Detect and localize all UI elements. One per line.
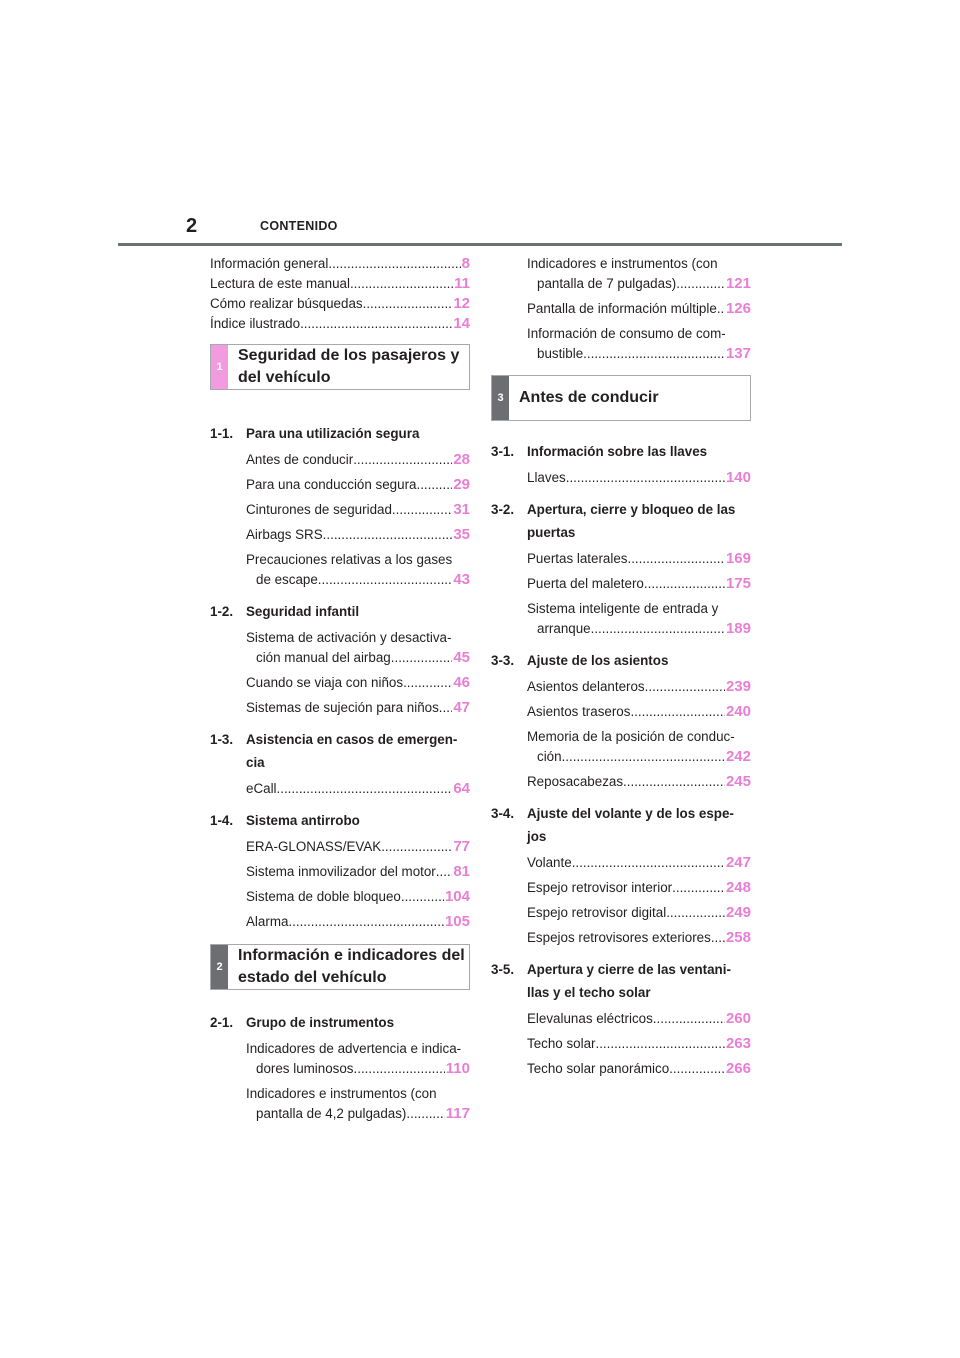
dot-leader xyxy=(672,878,725,898)
page-link[interactable]: 110 xyxy=(445,1060,470,1077)
section-title-2: Información e indicadores del estado del vehículo xyxy=(238,947,465,986)
entry-label: 1-4. xyxy=(210,813,234,828)
subsection-heading xyxy=(491,958,751,1004)
dot-leader xyxy=(583,344,725,364)
toc-entry[interactable] xyxy=(527,324,751,364)
entry-label: Airbags SRS xyxy=(246,527,323,542)
page-link[interactable]: 247 xyxy=(725,854,751,871)
entry-label: Sistema antirrobo xyxy=(246,813,360,828)
entry-label: Información de consumo de com- xyxy=(527,326,726,341)
section-title-1: Seguridad de los pasajeros y del vehículo xyxy=(238,347,460,386)
entry-label: Reposacabezas xyxy=(527,774,624,789)
page-link[interactable]: 240 xyxy=(725,703,751,720)
toc-entry[interactable] xyxy=(246,862,470,882)
entry-label: Información general xyxy=(210,256,329,271)
entry-label: 2-1. xyxy=(210,1015,234,1030)
toc-entry[interactable] xyxy=(246,1039,470,1079)
entry-label: Indicadores e instrumentos (con xyxy=(246,1086,437,1101)
toc-entry[interactable] xyxy=(527,853,751,873)
toc-entry[interactable] xyxy=(246,500,470,520)
dot-leader xyxy=(676,274,725,294)
entry-label: Para una utilización segura xyxy=(246,426,420,441)
page-link[interactable]: 46 xyxy=(453,674,470,691)
entry-label: 1-1. xyxy=(210,426,234,441)
entry-label: Sistema inmovilizador del motor xyxy=(246,864,436,879)
page-link[interactable]: 81 xyxy=(453,863,470,880)
entry-label: Grupo de instrumentos xyxy=(246,1015,395,1030)
dot-leader xyxy=(623,772,725,792)
entry-label: 3-2. xyxy=(491,502,515,517)
toc-entry[interactable] xyxy=(527,299,751,319)
dot-leader xyxy=(392,500,452,520)
page-link[interactable]: 29 xyxy=(453,476,470,493)
page-link[interactable]: 137 xyxy=(725,345,751,362)
toc-left-column xyxy=(210,254,470,1124)
toc-entry[interactable] xyxy=(527,599,751,639)
dot-leader xyxy=(328,254,460,274)
page-link[interactable]: 121 xyxy=(725,275,751,292)
toc-entry[interactable] xyxy=(210,294,470,314)
page-link[interactable]: 117 xyxy=(445,1105,470,1122)
dot-leader xyxy=(300,314,452,334)
toc-entry[interactable] xyxy=(527,1059,751,1079)
entry-label: eCall xyxy=(246,781,277,796)
entry-label: Cómo realizar búsquedas xyxy=(210,296,363,311)
entry-label: dores luminosos xyxy=(256,1061,354,1076)
entry-label: Información sobre las llaves xyxy=(527,444,708,459)
entry-label: Volante xyxy=(527,855,572,870)
toc-entry[interactable] xyxy=(246,698,470,718)
section-tab-1: 1 xyxy=(211,345,228,389)
toc-entry[interactable] xyxy=(210,314,470,334)
toc-entry[interactable] xyxy=(527,574,751,594)
entry-label: Sistema inteligente de entrada y xyxy=(527,601,719,616)
dot-leader xyxy=(572,853,725,873)
toc-entry[interactable] xyxy=(246,1084,470,1124)
page-link[interactable]: 248 xyxy=(725,879,751,896)
page-link[interactable]: 258 xyxy=(725,929,751,946)
entry-label: Precauciones relativas a los gases xyxy=(246,552,453,567)
page-link[interactable]: 77 xyxy=(453,838,470,855)
page-link[interactable]: 189 xyxy=(725,620,751,637)
entry-label: Asistencia en casos de emergen- cia xyxy=(246,732,458,770)
entry-label: Techo solar xyxy=(527,1036,596,1051)
page-link[interactable]: 140 xyxy=(725,469,751,486)
entry-label: de escape xyxy=(256,572,318,587)
page-link[interactable]: 245 xyxy=(725,773,751,790)
page-link[interactable]: 43 xyxy=(453,571,470,588)
toc-entry[interactable] xyxy=(246,550,470,590)
page-link[interactable]: 14 xyxy=(453,315,470,332)
entry-label: ción xyxy=(537,749,562,764)
entry-label: Sistema de doble bloqueo xyxy=(246,889,401,904)
entry-label: Puerta del maletero xyxy=(527,576,644,591)
page-link[interactable]: 47 xyxy=(453,699,470,716)
entry-label: Alarma xyxy=(246,914,289,929)
entry-label: Para una conducción segura xyxy=(246,477,417,492)
page-link[interactable]: 242 xyxy=(725,748,751,765)
entry-label: Cuando se viaja con niños xyxy=(246,675,404,690)
dot-leader xyxy=(669,1059,725,1079)
entry-label: Puertas laterales xyxy=(527,551,628,566)
page-link[interactable]: 249 xyxy=(725,904,751,921)
dot-leader xyxy=(353,450,452,470)
toc-entry[interactable] xyxy=(246,779,470,799)
entry-label: Sistemas de sujeción para niños xyxy=(246,700,439,715)
page-link[interactable]: 45 xyxy=(453,649,470,666)
toc-right-column xyxy=(491,254,751,1079)
dot-leader xyxy=(627,549,724,569)
page-link[interactable]: 126 xyxy=(725,300,751,317)
page-link[interactable]: 11 xyxy=(454,275,470,292)
section-tab-2: 2 xyxy=(211,945,228,989)
entry-label: arranque xyxy=(537,621,591,636)
dot-leader xyxy=(403,673,452,693)
subsection-heading xyxy=(491,802,751,848)
subsection-heading xyxy=(210,1011,470,1034)
entry-label: Apertura y cierre de las ventani- llas y el techo solar xyxy=(527,962,731,1000)
entry-label: Espejos retrovisores exteriores xyxy=(527,930,711,945)
dot-leader xyxy=(566,468,725,488)
page-link[interactable]: 260 xyxy=(725,1010,751,1027)
toc-entry[interactable] xyxy=(527,549,751,569)
entry-label: 1-3. xyxy=(210,732,234,747)
subsection-heading xyxy=(491,649,751,672)
header-rule xyxy=(118,243,842,246)
toc-entry[interactable] xyxy=(210,274,470,294)
toc-entry[interactable] xyxy=(246,525,470,545)
page-link[interactable]: 239 xyxy=(725,678,751,695)
dot-leader xyxy=(645,677,725,697)
toc-entry[interactable] xyxy=(527,254,751,294)
section-header-1[interactable] xyxy=(210,344,470,390)
dot-leader xyxy=(381,837,452,857)
toc-entry[interactable] xyxy=(246,628,470,668)
dot-leader xyxy=(391,648,453,668)
subsection-heading xyxy=(210,422,470,445)
page-link[interactable]: 266 xyxy=(725,1060,751,1077)
toc-entry[interactable] xyxy=(246,475,470,495)
toc-entry[interactable] xyxy=(210,254,470,274)
entry-label: ERA-GLONASS/EVAK xyxy=(246,839,382,854)
page-number: 2 xyxy=(186,215,198,237)
entry-label: Espejo retrovisor digital xyxy=(527,905,667,920)
subsection-heading xyxy=(491,440,751,463)
entry-label: pantalla de 7 pulgadas) xyxy=(537,276,677,291)
dot-leader xyxy=(439,698,453,718)
toc-entry[interactable] xyxy=(527,1009,751,1029)
entry-label: bustible xyxy=(537,346,584,361)
page-link[interactable]: 263 xyxy=(725,1035,751,1052)
dot-leader xyxy=(653,1009,725,1029)
entry-label: Antes de conducir xyxy=(246,452,354,467)
entry-label: 3-5. xyxy=(491,962,515,977)
dot-leader xyxy=(436,862,453,882)
dot-leader xyxy=(717,299,725,319)
entry-label: pantalla de 4,2 pulgadas) xyxy=(256,1106,407,1121)
page-link[interactable]: 175 xyxy=(725,575,751,592)
dot-leader xyxy=(277,779,453,799)
page-link[interactable]: 28 xyxy=(453,451,470,468)
page-link[interactable]: 35 xyxy=(453,526,470,543)
dot-leader xyxy=(288,912,444,932)
toc-entry[interactable] xyxy=(527,1034,751,1054)
dot-leader xyxy=(363,294,453,314)
subsection-heading xyxy=(210,728,470,774)
dot-leader xyxy=(644,574,725,594)
page-link[interactable]: 64 xyxy=(453,780,470,797)
dot-leader xyxy=(416,475,452,495)
entry-label: Cinturones de seguridad xyxy=(246,502,392,517)
entry-label: Memoria de la posición de conduc- xyxy=(527,729,735,744)
dot-leader xyxy=(591,619,725,639)
section-tab-3: 3 xyxy=(492,376,509,420)
section-title-3: Antes de conducir xyxy=(519,389,659,406)
page-link[interactable]: 104 xyxy=(444,888,470,905)
dot-leader xyxy=(406,1104,444,1124)
dot-leader xyxy=(711,928,725,948)
entry-label: Asientos traseros xyxy=(527,704,631,719)
dot-leader xyxy=(354,1059,445,1079)
entry-label: Techo solar panorámico xyxy=(527,1061,670,1076)
entry-label: Lectura de este manual xyxy=(210,276,350,291)
toc-entry[interactable] xyxy=(527,677,751,697)
entry-label: Indicadores e instrumentos (con xyxy=(527,256,718,271)
toc-entry[interactable] xyxy=(246,912,470,932)
toc-entry[interactable] xyxy=(527,468,751,488)
toc-entry[interactable] xyxy=(527,727,751,767)
toc-entry[interactable] xyxy=(527,903,751,923)
toc-entry[interactable] xyxy=(246,837,470,857)
section-header-3[interactable] xyxy=(491,375,751,421)
entry-label: Seguridad infantil xyxy=(246,604,360,619)
entry-label: Asientos delanteros xyxy=(527,679,645,694)
dot-leader xyxy=(630,702,725,722)
page-link[interactable]: 169 xyxy=(725,550,751,567)
subsection-heading xyxy=(210,600,470,623)
dot-leader xyxy=(318,570,453,590)
toc-entry[interactable] xyxy=(527,928,751,948)
dot-leader xyxy=(666,903,725,923)
toc-entry[interactable] xyxy=(246,450,470,470)
subsection-heading xyxy=(210,809,470,832)
entry-label: 1-2. xyxy=(210,604,234,619)
entry-label: 3-1. xyxy=(491,444,515,459)
page-link[interactable]: 31 xyxy=(453,501,470,518)
page-link[interactable]: 12 xyxy=(453,295,470,312)
running-head: CONTENIDO xyxy=(260,219,338,233)
entry-label: Indicadores de advertencia e indica- xyxy=(246,1041,462,1056)
entry-label: 3-4. xyxy=(491,806,515,821)
toc-entry[interactable] xyxy=(527,772,751,792)
entry-label: 3-3. xyxy=(491,653,515,668)
entry-label: Ajuste de los asientos xyxy=(527,653,669,668)
entry-label: Apertura, cierre y bloqueo de las puertas xyxy=(527,502,736,540)
page-link[interactable]: 8 xyxy=(461,255,470,272)
toc-entry[interactable] xyxy=(527,878,751,898)
dot-leader xyxy=(562,747,725,767)
page-link[interactable]: 105 xyxy=(444,913,470,930)
entry-label: ción manual del airbag xyxy=(256,650,391,665)
entry-label: Pantalla de información múltiple xyxy=(527,301,717,316)
entry-label: Sistema de activación y desactiva- xyxy=(246,630,452,645)
entry-label: Índice ilustrado xyxy=(210,316,301,331)
entry-label: Ajuste del volante y de los espe- jos xyxy=(527,806,734,844)
general-entries xyxy=(210,254,470,334)
toc-entry[interactable] xyxy=(527,702,751,722)
dot-leader xyxy=(401,887,444,907)
entry-label: Espejo retrovisor interior xyxy=(527,880,673,895)
toc-entry[interactable] xyxy=(246,673,470,693)
dot-leader xyxy=(323,525,453,545)
section-header-2[interactable] xyxy=(210,944,470,990)
entry-label: Llaves xyxy=(527,470,566,485)
toc-entry[interactable] xyxy=(246,887,470,907)
entry-label: Elevalunas eléctricos xyxy=(527,1011,653,1026)
dot-leader xyxy=(595,1034,724,1054)
subsection-heading xyxy=(491,498,751,544)
dot-leader xyxy=(350,274,453,294)
